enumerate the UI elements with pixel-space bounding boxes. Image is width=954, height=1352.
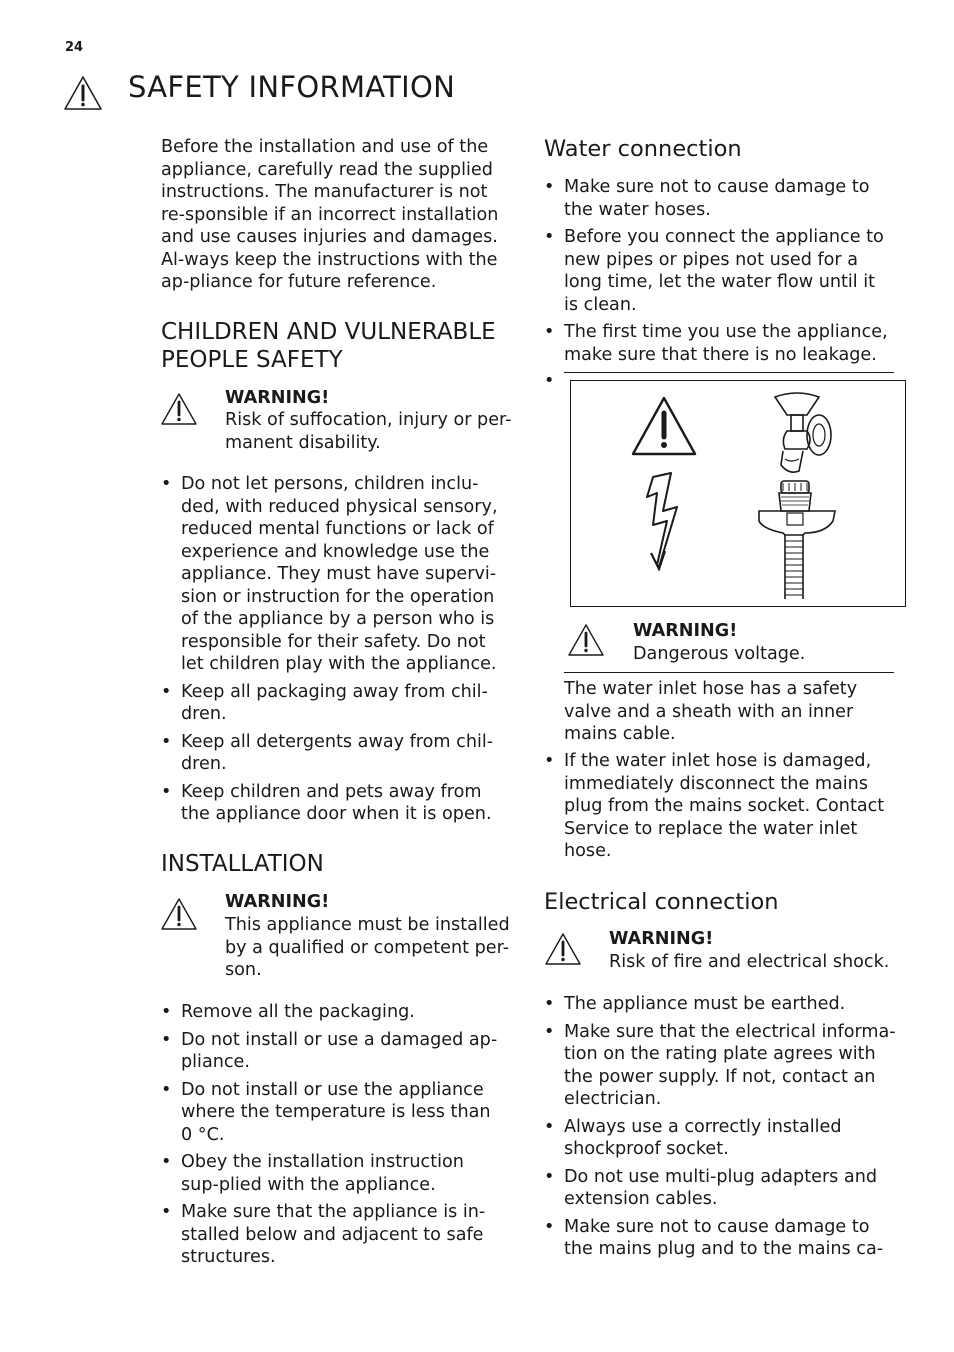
warning-triangle-icon (567, 623, 605, 657)
list-item: • Before you connect the appliance to new pipes or pipes not used for a long time, let the water flow until it is clean. (544, 226, 894, 316)
list-item: • Obey the installation instruction sup-plied with the appliance. (161, 1151, 506, 1196)
water-connection-heading: Water connection (544, 136, 742, 162)
warning-label: WARNING! (225, 388, 330, 408)
list-item: • Do not install or use the appliance where the temperature is less than 0 °C. (161, 1079, 506, 1147)
children-safety-list (161, 473, 501, 831)
water-tap-icon (767, 389, 837, 479)
list-item: • The first time you use the appliance, make sure that there is no leakage. (544, 321, 894, 366)
warning-triangle-icon (544, 932, 582, 966)
electrical-connection-list (544, 993, 899, 1266)
warning-triangle-icon (160, 897, 198, 931)
water-hose-damage-list (544, 750, 889, 868)
list-item: • Make sure not to cause damage to the water hoses. (544, 176, 894, 221)
list-item: • Keep all detergents away from chil-dren. (161, 731, 501, 776)
warning-label: WARNING! (633, 621, 738, 641)
warning-triangle-icon (630, 395, 698, 457)
warning-text: Dangerous voltage. (633, 644, 806, 664)
page-title: SAFETY INFORMATION (128, 70, 456, 104)
warning-text: Risk of fire and electrical shock. (609, 952, 890, 972)
list-item: • Keep children and pets away from the appliance door when it is open. (161, 781, 501, 826)
list-item: • Always use a correctly installed shockproof socket. (544, 1116, 899, 1161)
bullet-marker: • (544, 371, 555, 391)
installation-list (161, 1001, 506, 1274)
intro-paragraph: Before the installation and use of the appliance, carefully read the supplied instructions. The manufacturer is not re-sponsible if an incorrect installation and use causes injuries and damages. Al-ways keep the instructions with the ap-pliance for future reference. (161, 137, 499, 292)
list-item: • Make sure that the electrical informa-tion on the rating plate agrees with the power supply. If not, contact an electrician. (544, 1021, 899, 1111)
lightning-bolt-icon (637, 469, 685, 571)
installation-heading: INSTALLATION (161, 851, 324, 877)
warning-label: WARNING! (225, 892, 330, 912)
electrical-connection-heading: Electrical connection (544, 889, 779, 915)
list-item: • Do not let persons, children inclu-ded, with reduced physical sensory, reduced mental functions or lack of experience and knowledge use the appliance. They must have supervi-sion or instruction for the operation of the appliance by a person who is responsible for their safety. Do not let children play with the appliance. (161, 473, 501, 676)
water-connection-list (544, 176, 894, 371)
list-item: • The appliance must be earthed. (544, 993, 899, 1016)
warning-triangle-icon (63, 75, 103, 111)
list-item: • Keep all packaging away from chil-dren. (161, 681, 501, 726)
page-number: 24 (65, 40, 84, 55)
divider (564, 372, 894, 373)
hose-illustration (570, 380, 906, 607)
list-item: • Do not install or use a damaged ap-pliance. (161, 1029, 506, 1074)
warning-triangle-icon (160, 392, 198, 426)
water-hose-note: The water inlet hose has a safety valve and a sheath with an inner mains cable. (564, 679, 858, 744)
warning-label: WARNING! (609, 929, 714, 949)
list-item: • Make sure that the appliance is in-stalled below and adjacent to safe structures. (161, 1201, 506, 1269)
list-item: • Remove all the packaging. (161, 1001, 506, 1024)
list-item: • Make sure not to cause damage to the mains plug and to the mains ca- (544, 1216, 899, 1261)
warning-text: Risk of suffocation, injury or per-manent disability. (225, 410, 512, 453)
warning-text: This appliance must be installed by a qualified or competent per-son. (225, 915, 510, 980)
list-item: • Do not use multi-plug adapters and extension cables. (544, 1166, 899, 1211)
list-item: • If the water inlet hose is damaged, immediately disconnect the mains plug from the mains socket. Contact Service to replace the water inlet hose. (544, 750, 889, 863)
water-inlet-hose-icon (755, 477, 839, 601)
children-safety-heading: CHILDREN AND VULNERABLE PEOPLE SAFETY (161, 319, 496, 373)
divider (564, 672, 894, 673)
